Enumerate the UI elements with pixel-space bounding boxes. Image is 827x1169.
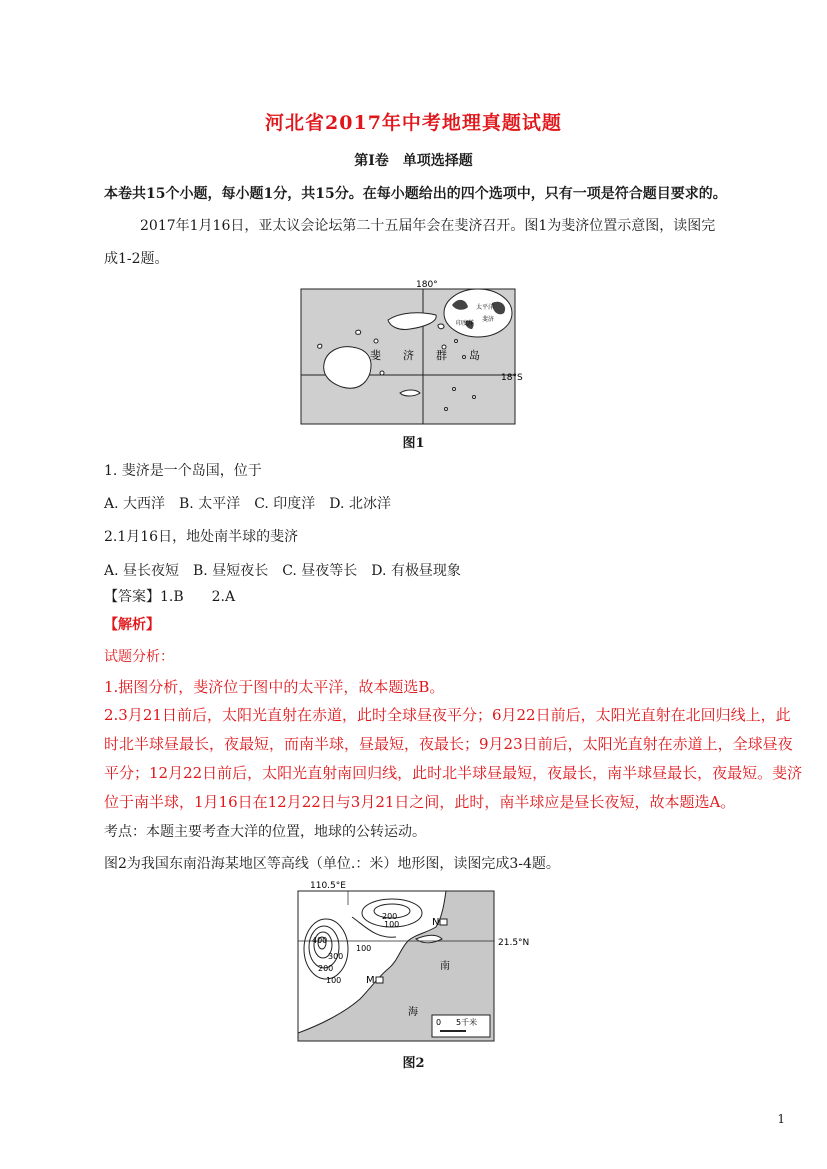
contour-label: 400 bbox=[312, 936, 328, 945]
islet bbox=[445, 408, 448, 411]
islet bbox=[318, 344, 322, 348]
analysis-header: 【解析】 bbox=[104, 617, 160, 633]
figure-2-map bbox=[296, 877, 556, 1047]
house-icon bbox=[376, 977, 383, 983]
sea-label-nan: 南 bbox=[440, 961, 450, 972]
analysis-line: 时北半球昼最长，夜最短，而南半球，昼最短，夜最长；9月23日前后，太阳光直射在赤道上，全球昼夜 bbox=[104, 735, 793, 753]
answer: 【答案】1.B 2.A bbox=[104, 589, 236, 605]
islands-label: 斐 济 群 岛 bbox=[370, 349, 480, 362]
lat-label: 18°S bbox=[501, 373, 523, 383]
question-1-options: A. 大西洋 B. 太平洋 C. 印度洋 D. 北冰洋 bbox=[104, 496, 391, 512]
lat-label: 21.5°N bbox=[498, 938, 530, 948]
house-icon bbox=[440, 919, 447, 925]
page-number: 1 bbox=[777, 1112, 785, 1126]
question-2-stem: 2.1月16日，地处南半球的斐济 bbox=[104, 529, 299, 545]
islet bbox=[380, 371, 384, 375]
figure-1-caption: 图1 bbox=[402, 436, 425, 451]
intro-figure-2: 图2为我国东南沿海某地区等高线（单位.：米）地形图，读图完成3-4题。 bbox=[104, 856, 560, 872]
intro-line-1: 2017年1月16日，亚太议会论坛第二十五届年会在斐济召开。图1为斐济位置示意图，读图完 bbox=[140, 218, 716, 234]
analysis-paragraph-1: 1.据图分析，斐济位于图中的太平洋，故本题选B。 bbox=[104, 678, 445, 696]
islet bbox=[455, 340, 458, 343]
instructions: 本卷共15个小题，每小题1分，共15分。在每小题给出的四个选项中，只有一项是符合题目要求的。 bbox=[104, 186, 727, 202]
inset-label-indian: 印度洋 bbox=[456, 320, 475, 327]
kaodian-note: 考点：本题主要考查大洋的位置，地球的公转运动。 bbox=[104, 824, 426, 840]
inset-label-fiji: 斐济 bbox=[482, 316, 495, 323]
figure-1-map bbox=[296, 277, 523, 427]
kadavu-island bbox=[400, 390, 420, 396]
point-m-label: M bbox=[366, 975, 375, 986]
contour-label: 200 bbox=[382, 912, 398, 921]
contour-label: 300 bbox=[328, 952, 344, 961]
contour-label: 100 bbox=[384, 920, 400, 929]
lon-label: 180° bbox=[416, 280, 438, 290]
islet bbox=[453, 388, 456, 391]
sea-label-hai: 海 bbox=[408, 1007, 418, 1018]
section-heading: 第Ⅰ卷 单项选择题 bbox=[354, 153, 473, 169]
question-1-stem: 1. 斐济是一个岛国，位于 bbox=[104, 463, 262, 479]
question-2-options: A. 昼长夜短 B. 昼短夜长 C. 昼夜等长 D. 有极昼现象 bbox=[104, 563, 461, 579]
islet bbox=[356, 330, 361, 334]
scale-label: 5千米 bbox=[456, 1018, 478, 1027]
analysis-subheader: 试题分析： bbox=[104, 649, 174, 665]
contour-label: 100 bbox=[356, 944, 372, 953]
point-n-label: N bbox=[432, 917, 440, 928]
contour-label: 100 bbox=[326, 976, 342, 985]
figure-2-caption: 图2 bbox=[402, 1056, 425, 1071]
inset-label-pacific: 太平洋 bbox=[476, 304, 495, 311]
analysis-line: 平分；12月22日前后，太阳光直射南回归线，此时北半球昼最短，夜最长，南半球昼最长，夜最短。斐济 bbox=[104, 764, 803, 782]
islet bbox=[473, 396, 476, 399]
contour-label: 200 bbox=[318, 964, 334, 973]
page-title: 河北省2017年中考地理真题试题 bbox=[265, 112, 562, 134]
analysis-line: 位于南半球，1月16日在12月22日与3月21日之间，此时，南半球应是昼长夜短，故本题选A。 bbox=[104, 793, 736, 811]
islet bbox=[374, 339, 378, 343]
taveuni-island bbox=[438, 324, 444, 329]
analysis-line: 2.3月21日前后，太阳光直射在赤道，此时全球昼夜平分；6月22日前后，太阳光直射在北回归线上，此 bbox=[104, 706, 791, 724]
lon-label: 110.5°E bbox=[310, 881, 346, 891]
scale-zero: 0 bbox=[436, 1018, 442, 1027]
intro-line-2: 成1-2题。 bbox=[104, 251, 169, 267]
